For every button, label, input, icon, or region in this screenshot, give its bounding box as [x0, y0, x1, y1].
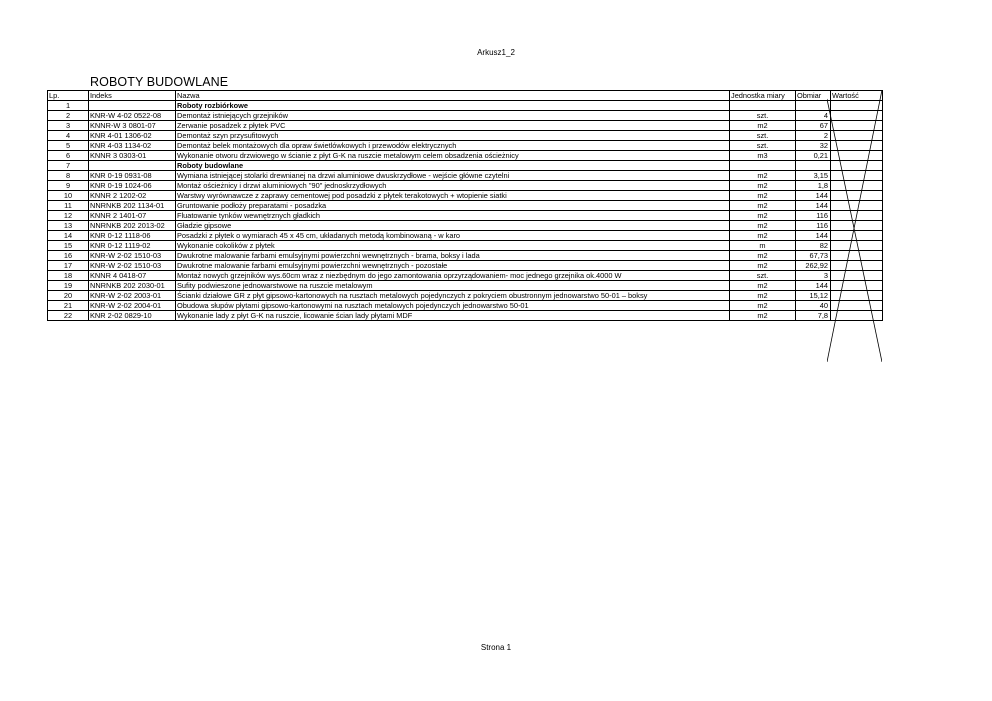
header-qty: Obmiar	[796, 91, 831, 101]
row-unit: m2	[730, 281, 796, 291]
cost-estimate-table	[47, 90, 883, 321]
row-name: Warstwy wyrównawcze z zaprawy cementowej pod posadzki z płytek terakotowych + wtopienie siatki	[176, 191, 730, 201]
row-index: KNNR 3 0303-01	[89, 151, 176, 161]
row-name: Posadzki z płytek o wymiarach 45 x 45 cm, układanych metodą kombinowaną - w karo	[176, 231, 730, 241]
row-qty: 0,21	[796, 151, 831, 161]
row-qty	[796, 101, 831, 111]
row-qty: 67,73	[796, 251, 831, 261]
table-row	[48, 221, 883, 231]
table-row	[48, 191, 883, 201]
row-qty: 3,15	[796, 171, 831, 181]
row-lp: 11	[48, 201, 89, 211]
row-qty: 144	[796, 191, 831, 201]
row-unit: szt.	[730, 131, 796, 141]
row-qty: 262,92	[796, 261, 831, 271]
row-unit: m2	[730, 171, 796, 181]
row-qty: 4	[796, 111, 831, 121]
row-index: NNRNKB 202 1134-01	[89, 201, 176, 211]
row-index: KNR 4-03 1134-02	[89, 141, 176, 151]
row-qty: 1,8	[796, 181, 831, 191]
row-lp: 9	[48, 181, 89, 191]
row-index: NNRNKB 202 2030-01	[89, 281, 176, 291]
row-index: KNNR-W 3 0801-07	[89, 121, 176, 131]
row-qty	[796, 161, 831, 171]
row-index	[89, 101, 176, 111]
row-unit: m2	[730, 291, 796, 301]
row-lp: 16	[48, 251, 89, 261]
row-qty: 82	[796, 241, 831, 251]
row-lp: 14	[48, 231, 89, 241]
row-index: KNR 4-01 1306-02	[89, 131, 176, 141]
row-name: Demontaż szyn przysufitowych	[176, 131, 730, 141]
row-lp: 22	[48, 311, 89, 321]
table-row	[48, 231, 883, 241]
table-row	[48, 121, 883, 131]
row-lp: 18	[48, 271, 89, 281]
row-unit	[730, 101, 796, 111]
row-unit	[730, 161, 796, 171]
row-qty: 116	[796, 221, 831, 231]
value-column-cross-out	[827, 90, 882, 362]
row-lp: 20	[48, 291, 89, 301]
table-row	[48, 161, 883, 171]
row-lp: 19	[48, 281, 89, 291]
table-row	[48, 141, 883, 151]
row-name: Dwukrotne malowanie farbami emulsyjnymi powierzchni wewnętrznych - brama, boksy i lada	[176, 251, 730, 261]
row-name: Roboty rozbiórkowe	[176, 101, 730, 111]
page-footer: Strona 1	[480, 643, 512, 652]
table-row	[48, 111, 883, 121]
row-lp: 8	[48, 171, 89, 181]
row-name: Dwukrotne malowanie farbami emulsyjnymi powierzchni wewnętrznych - pozostałe	[176, 261, 730, 271]
row-unit: m2	[730, 181, 796, 191]
table-row	[48, 301, 883, 311]
row-unit: szt.	[730, 271, 796, 281]
row-unit: m2	[730, 121, 796, 131]
row-name: Demontaż belek montażowych dla opraw świetlówkowych i przewodów elektrycznych	[176, 141, 730, 151]
header-index: Indeks	[89, 91, 176, 101]
row-index: KNR-W 2-02 2004-01	[89, 301, 176, 311]
row-lp: 15	[48, 241, 89, 251]
table-row	[48, 131, 883, 141]
row-lp: 4	[48, 131, 89, 141]
table-row	[48, 151, 883, 161]
table-row	[48, 311, 883, 321]
table-row	[48, 261, 883, 271]
row-name: Gładzie gipsowe	[176, 221, 730, 231]
row-qty: 7,8	[796, 311, 831, 321]
sheet-name: Arkusz1_2	[477, 48, 515, 57]
table-row	[48, 201, 883, 211]
row-unit: m2	[730, 221, 796, 231]
row-name: Gruntowanie podłoży preparatami - posadzka	[176, 201, 730, 211]
row-qty: 3	[796, 271, 831, 281]
row-qty: 116	[796, 211, 831, 221]
row-lp: 1	[48, 101, 89, 111]
row-name: Wykonanie lady z płyt G-K na ruszcie, licowanie ścian lady płytami MDF	[176, 311, 730, 321]
row-index: KNR-W 2-02 1510-03	[89, 251, 176, 261]
row-lp: 10	[48, 191, 89, 201]
row-qty: 40	[796, 301, 831, 311]
row-name: Wymiana istniejącej stolarki drewnianej na drzwi aluminiowe dwuskrzydłowe - wejście główne czytelni	[176, 171, 730, 181]
row-index: KNR 0-19 0931-08	[89, 171, 176, 181]
row-lp: 17	[48, 261, 89, 271]
row-unit: m2	[730, 301, 796, 311]
row-lp: 3	[48, 121, 89, 131]
row-unit: m2	[730, 191, 796, 201]
table-row	[48, 101, 883, 111]
row-index: KNR 0-19 1024-06	[89, 181, 176, 191]
row-qty: 144	[796, 281, 831, 291]
row-unit: szt.	[730, 111, 796, 121]
table-row	[48, 171, 883, 181]
row-name: Demontaż istniejących grzejników	[176, 111, 730, 121]
row-unit: m3	[730, 151, 796, 161]
row-unit: m2	[730, 261, 796, 271]
row-index: KNR-W 4-02 0522-08	[89, 111, 176, 121]
header-unit: Jednostka miary	[730, 91, 796, 101]
row-index: KNR-W 2-02 1510-03	[89, 261, 176, 271]
row-name: Roboty budowlane	[176, 161, 730, 171]
row-lp: 7	[48, 161, 89, 171]
row-index: KNR 0-12 1119-02	[89, 241, 176, 251]
row-index: KNR-W 2-02 2003-01	[89, 291, 176, 301]
row-index: NNRNKB 202 2013-02	[89, 221, 176, 231]
row-unit: szt.	[730, 141, 796, 151]
row-unit: m2	[730, 231, 796, 241]
row-index: KNNR 2 1202-02	[89, 191, 176, 201]
row-name: Fluatowanie tynków wewnętrznych gładkich	[176, 211, 730, 221]
page-title: ROBOTY BUDOWLANE	[90, 75, 229, 89]
table-header-row	[48, 91, 883, 101]
row-name: Zerwanie posadzek z płytek PVC	[176, 121, 730, 131]
row-qty: 144	[796, 231, 831, 241]
row-lp: 12	[48, 211, 89, 221]
row-qty: 67	[796, 121, 831, 131]
row-name: Montaż ościeżnicy i drzwi aluminiowych "90" jednoskrzydłowych	[176, 181, 730, 191]
row-lp: 13	[48, 221, 89, 231]
row-unit: m2	[730, 211, 796, 221]
row-lp: 2	[48, 111, 89, 121]
row-qty: 32	[796, 141, 831, 151]
table-row	[48, 251, 883, 261]
row-index	[89, 161, 176, 171]
header-value: Wartość	[831, 91, 883, 101]
table-row	[48, 241, 883, 251]
row-name: Obudowa słupów płytami gipsowo-kartonowymi na rusztach metalowych pojedynczych jednowarstwo 50-01	[176, 301, 730, 311]
table-row	[48, 271, 883, 281]
row-name: Wykonanie cokolików z płytek	[176, 241, 730, 251]
row-name: Sufity podwieszone jednowarstwowe na ruszcie metalowym	[176, 281, 730, 291]
row-name: Ścianki działowe GR z płyt gipsowo-kartonowych na rusztach metalowych pojedynczych z pokryciem obustronnym jednowarstwo 50-01 – boksy	[176, 291, 730, 301]
table-row	[48, 211, 883, 221]
row-name: Wykonanie otworu drzwiowego w ścianie z płyt G-K na ruszcie metalowym celem obsadzenia ościeżnicy	[176, 151, 730, 161]
row-unit: m	[730, 241, 796, 251]
header-lp: Lp.	[48, 91, 89, 101]
header-name: Nazwa	[176, 91, 730, 101]
row-qty: 15,12	[796, 291, 831, 301]
row-lp: 21	[48, 301, 89, 311]
row-qty: 2	[796, 131, 831, 141]
table-row	[48, 281, 883, 291]
row-lp: 5	[48, 141, 89, 151]
table-row	[48, 291, 883, 301]
table-row	[48, 181, 883, 191]
row-unit: m2	[730, 311, 796, 321]
row-index: KNR 2-02 0829-10	[89, 311, 176, 321]
row-index: KNNR 2 1401-07	[89, 211, 176, 221]
row-qty: 144	[796, 201, 831, 211]
row-index: KNNR 4 0418-07	[89, 271, 176, 281]
row-unit: m2	[730, 201, 796, 211]
row-name: Montaż nowych grzejników wys.60cm wraz z niezbędnym do jego zamontowania oprzyrządowaniem- moc jednego grzejnika ok.4000 W	[176, 271, 730, 281]
row-unit: m2	[730, 251, 796, 261]
row-index: KNR 0-12 1118-06	[89, 231, 176, 241]
row-lp: 6	[48, 151, 89, 161]
